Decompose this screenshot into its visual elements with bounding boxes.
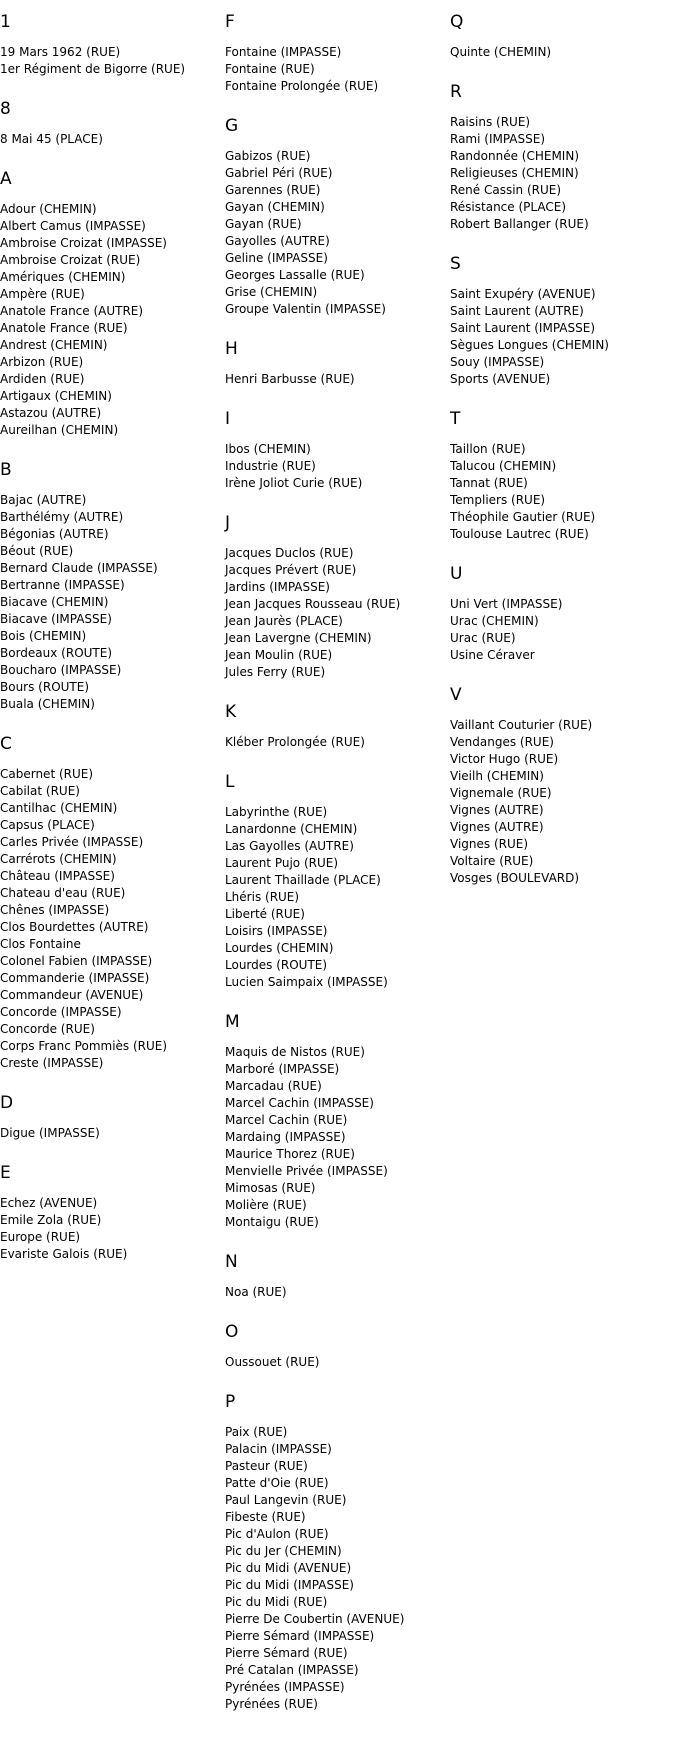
street-entry: Tannat (RUE): [450, 476, 528, 490]
street-entry: Gayan (CHEMIN): [225, 200, 325, 214]
street-entry: René Cassin (RUE): [450, 183, 562, 197]
street-entry: Anatole France (AUTRE): [0, 304, 144, 318]
street-entry: Digue (IMPASSE): [0, 1126, 100, 1140]
street-entry: Carles Privée (IMPASSE): [0, 835, 144, 849]
letter-heading: D: [0, 1093, 14, 1113]
street-entry: Pic du Jer (CHEMIN): [225, 1544, 342, 1558]
street-entry: Marcel Cachin (IMPASSE): [225, 1096, 374, 1110]
street-entry: Pré Catalan (IMPASSE): [225, 1663, 359, 1677]
street-entry: Talucou (CHEMIN): [450, 459, 557, 473]
section-spacer: [0, 1142, 185, 1163]
street-entry: Pierre Sémard (IMPASSE): [225, 1629, 375, 1643]
street-entry: Jean Lavergne (CHEMIN): [225, 631, 372, 645]
section-spacer: [225, 388, 404, 409]
street-entry: Las Gayolles (AUTRE): [225, 839, 354, 853]
section-spacer: [0, 439, 185, 460]
street-entry: Lanardonne (CHEMIN): [225, 822, 358, 836]
letter-section: [225, 513, 404, 681]
street-entry: Henri Barbusse (RUE): [225, 372, 355, 386]
street-entry: Buala (CHEMIN): [0, 697, 95, 711]
section-spacer: [225, 1301, 404, 1322]
street-entry: Grise (CHEMIN): [225, 285, 318, 299]
street-index-column-1: [0, 12, 185, 1263]
street-entry: Oussouet (RUE): [225, 1355, 320, 1369]
street-entry: Creste (IMPASSE): [0, 1056, 104, 1070]
street-entry: Saint Laurent (AUTRE): [450, 304, 584, 318]
letter-heading: T: [450, 409, 461, 429]
street-entry: Molière (RUE): [225, 1198, 307, 1212]
letter-heading: H: [225, 339, 238, 359]
street-entry: Randonnée (CHEMIN): [450, 149, 579, 163]
street-entry: Taillon (RUE): [450, 442, 526, 456]
street-entry: Saint Laurent (IMPASSE): [450, 321, 596, 335]
street-entry: Religieuses (CHEMIN): [450, 166, 579, 180]
letter-heading: S: [450, 254, 461, 274]
street-entry: 1er Régiment de Bigorre (RUE): [0, 62, 186, 76]
letter-section: [225, 12, 404, 95]
street-entry: Noa (RUE): [225, 1285, 287, 1299]
street-entry: Chateau d'eau (RUE): [0, 886, 126, 900]
street-entry: Cabernet (RUE): [0, 767, 94, 781]
street-entry: Patte d'Oie (RUE): [225, 1476, 329, 1490]
street-entry: Pic d'Aulon (RUE): [225, 1527, 329, 1541]
street-entry: Sègues Longues (CHEMIN): [450, 338, 609, 352]
letter-heading: L: [225, 772, 235, 792]
street-entry: Ardiden (RUE): [0, 372, 85, 386]
street-entry: Laurent Pujo (RUE): [225, 856, 339, 870]
letter-section: [450, 12, 609, 61]
street-entry: Geline (IMPASSE): [225, 251, 328, 265]
letter-heading: R: [450, 82, 462, 102]
street-entry: Robert Ballanger (RUE): [450, 217, 589, 231]
street-entry: Groupe Valentin (IMPASSE): [225, 302, 386, 316]
letter-heading: N: [225, 1252, 238, 1272]
letter-heading: Q: [450, 12, 464, 32]
letter-heading: F: [225, 12, 235, 32]
street-entry: Jean Moulin (RUE): [225, 648, 333, 662]
street-entry: Pic du Midi (RUE): [225, 1595, 328, 1609]
street-entry: Ibos (CHEMIN): [225, 442, 311, 456]
street-entry: Garennes (RUE): [225, 183, 321, 197]
street-entry: Labyrinthe (RUE): [225, 805, 328, 819]
letter-section: [0, 734, 185, 1072]
street-entry: Templiers (RUE): [450, 493, 546, 507]
section-spacer: [225, 318, 404, 339]
letter-heading: V: [450, 685, 462, 705]
street-entry: Amériques (CHEMIN): [0, 270, 126, 284]
street-entry: Echez (AVENUE): [0, 1196, 98, 1210]
street-entry: Urac (CHEMIN): [450, 614, 539, 628]
section-spacer: [225, 991, 404, 1012]
letter-heading: E: [0, 1163, 11, 1183]
street-entry: Pierre De Coubertin (AVENUE): [225, 1612, 405, 1626]
street-entry: Bégonias (AUTRE): [0, 527, 109, 541]
street-entry: Maurice Thorez (RUE): [225, 1147, 355, 1161]
street-entry: Gayolles (AUTRE): [225, 234, 330, 248]
section-spacer: [450, 664, 609, 685]
street-entry: Bordeaux (ROUTE): [0, 646, 113, 660]
letter-section: [0, 169, 185, 439]
street-entry: Paix (RUE): [225, 1425, 288, 1439]
street-entry: Albert Camus (IMPASSE): [0, 219, 146, 233]
street-entry: Clos Fontaine: [0, 937, 81, 951]
letter-heading: M: [225, 1012, 240, 1032]
street-entry: Béout (RUE): [0, 544, 74, 558]
street-entry: Vignes (AUTRE): [450, 803, 544, 817]
section-spacer: [225, 492, 404, 513]
street-entry: Quinte (CHEMIN): [450, 45, 552, 59]
street-entry: Bertranne (IMPASSE): [0, 578, 125, 592]
street-entry: Capsus (PLACE): [0, 818, 95, 832]
street-entry: Andrest (CHEMIN): [0, 338, 108, 352]
letter-heading: P: [225, 1392, 236, 1412]
letter-section: [225, 116, 404, 318]
street-entry: Résistance (PLACE): [450, 200, 566, 214]
street-entry: Evariste Galois (RUE): [0, 1247, 128, 1261]
section-spacer: [225, 681, 404, 702]
letter-section: [225, 1012, 404, 1231]
street-entry: Carrérots (CHEMIN): [0, 852, 117, 866]
street-index-column-2: [225, 12, 404, 1713]
street-entry: Gabriel Péri (RUE): [225, 166, 333, 180]
letter-section: [225, 702, 404, 751]
street-entry: Concorde (IMPASSE): [0, 1005, 122, 1019]
letter-section: [450, 409, 609, 543]
section-spacer: [0, 78, 185, 99]
letter-section: [0, 12, 185, 78]
street-entry: Mimosas (RUE): [225, 1181, 316, 1195]
letter-section: [225, 772, 404, 991]
street-entry: Jacques Prévert (RUE): [225, 563, 357, 577]
street-entry: Fontaine (IMPASSE): [225, 45, 342, 59]
street-entry: Ambroise Croizat (IMPASSE): [0, 236, 167, 250]
street-entry: Ampère (RUE): [0, 287, 85, 301]
street-entry: Loisirs (IMPASSE): [225, 924, 328, 938]
street-entry: Europe (RUE): [0, 1230, 81, 1244]
street-entry: Victor Hugo (RUE): [450, 752, 559, 766]
section-spacer: [0, 148, 185, 169]
street-entry: Vignemale (RUE): [450, 786, 552, 800]
section-spacer: [450, 543, 609, 564]
street-entry: Georges Lassalle (RUE): [225, 268, 365, 282]
street-entry: Fontaine Prolongée (RUE): [225, 79, 379, 93]
street-entry: Pic du Midi (IMPASSE): [225, 1578, 354, 1592]
street-entry: Théophile Gautier (RUE): [450, 510, 596, 524]
street-entry: Arbizon (RUE): [0, 355, 84, 369]
street-entry: Jacques Duclos (RUE): [225, 546, 354, 560]
street-entry: 19 Mars 1962 (RUE): [0, 45, 121, 59]
letter-heading: O: [225, 1322, 239, 1342]
street-entry: Anatole France (RUE): [0, 321, 128, 335]
street-entry: Laurent Thaillade (PLACE): [225, 873, 381, 887]
letter-section: [225, 409, 404, 492]
street-entry: Boucharo (IMPASSE): [0, 663, 122, 677]
street-entry: Lhéris (RUE): [225, 890, 300, 904]
letter-heading: C: [0, 734, 12, 754]
street-entry: Fibeste (RUE): [225, 1510, 306, 1524]
street-entry: Gabizos (RUE): [225, 149, 311, 163]
section-spacer: [225, 1231, 404, 1252]
street-entry: Cabilat (RUE): [0, 784, 80, 798]
street-entry: Jardins (IMPASSE): [225, 580, 330, 594]
street-entry: Usine Céraver: [450, 648, 535, 662]
street-entry: Lourdes (ROUTE): [225, 958, 328, 972]
street-entry: Irène Joliot Curie (RUE): [225, 476, 363, 490]
street-entry: 8 Mai 45 (PLACE): [0, 132, 103, 146]
street-entry: Vendanges (RUE): [450, 735, 554, 749]
letter-section: [0, 1163, 185, 1263]
street-entry: Pic du Midi (AVENUE): [225, 1561, 352, 1575]
street-entry: Bernard Claude (IMPASSE): [0, 561, 158, 575]
letter-heading: 1: [0, 12, 11, 32]
letter-heading: U: [450, 564, 463, 584]
street-entry: Paul Langevin (RUE): [225, 1493, 347, 1507]
street-entry: Emile Zola (RUE): [0, 1213, 102, 1227]
street-entry: Biacave (IMPASSE): [0, 612, 112, 626]
letter-section: [0, 99, 185, 148]
street-entry: Cantilhac (CHEMIN): [0, 801, 118, 815]
street-entry: Artigaux (CHEMIN): [0, 389, 112, 403]
letter-section: [450, 685, 609, 887]
street-entry: Sports (AVENUE): [450, 372, 551, 386]
street-entry: Commandeur (AVENUE): [0, 988, 144, 1002]
street-entry: Clos Bourdettes (AUTRE): [0, 920, 149, 934]
street-entry: Fontaine (RUE): [225, 62, 315, 76]
street-entry: Château (IMPASSE): [0, 869, 115, 883]
street-entry: Industrie (RUE): [225, 459, 316, 473]
letter-heading: A: [0, 169, 12, 189]
letter-section: [450, 564, 609, 664]
street-entry: Ambroise Croizat (RUE): [0, 253, 141, 267]
street-entry: Palacin (IMPASSE): [225, 1442, 332, 1456]
letter-heading: J: [225, 513, 231, 533]
street-entry: Marboré (IMPASSE): [225, 1062, 340, 1076]
letter-heading: K: [225, 702, 237, 722]
street-entry: Vosges (BOULEVARD): [450, 871, 580, 885]
street-entry: Liberté (RUE): [225, 907, 305, 921]
street-entry: Jean Jaurès (PLACE): [225, 614, 343, 628]
street-entry: Bours (ROUTE): [0, 680, 90, 694]
section-spacer: [0, 1072, 185, 1093]
street-entry: Pyrénées (IMPASSE): [225, 1680, 345, 1694]
street-entry: Rami (IMPASSE): [450, 132, 546, 146]
letter-heading: B: [0, 460, 12, 480]
street-entry: Biacave (CHEMIN): [0, 595, 109, 609]
street-entry: Astazou (AUTRE): [0, 406, 102, 420]
section-spacer: [225, 1371, 404, 1392]
street-entry: Voltaire (RUE): [450, 854, 534, 868]
street-entry: Saint Exupéry (AVENUE): [450, 287, 596, 301]
street-entry: Kléber Prolongée (RUE): [225, 735, 365, 749]
letter-section: [0, 460, 185, 713]
street-entry: Bajac (AUTRE): [0, 493, 87, 507]
street-entry: Lourdes (CHEMIN): [225, 941, 334, 955]
street-entry: Toulouse Lautrec (RUE): [450, 527, 589, 541]
street-entry: Gayan (RUE): [225, 217, 302, 231]
street-entry: Jean Jacques Rousseau (RUE): [225, 597, 401, 611]
street-entry: Pasteur (RUE): [225, 1459, 308, 1473]
street-entry: Souy (IMPASSE): [450, 355, 545, 369]
street-entry: Concorde (RUE): [0, 1022, 95, 1036]
street-entry: Vaillant Couturier (RUE): [450, 718, 593, 732]
street-entry: Aureilhan (CHEMIN): [0, 423, 119, 437]
street-entry: Raisins (RUE): [450, 115, 531, 129]
street-index-column-3: [450, 12, 609, 887]
letter-heading: G: [225, 116, 239, 136]
street-entry: Menvielle Privée (IMPASSE): [225, 1164, 388, 1178]
street-entry: Chênes (IMPASSE): [0, 903, 110, 917]
street-entry: Bois (CHEMIN): [0, 629, 87, 643]
letter-section: [225, 1322, 404, 1371]
section-spacer: [225, 751, 404, 772]
street-entry: Pyrénées (RUE): [225, 1697, 318, 1711]
street-entry: Maquis de Nistos (RUE): [225, 1045, 365, 1059]
section-spacer: [450, 388, 609, 409]
street-entry: Commanderie (IMPASSE): [0, 971, 150, 985]
section-spacer: [450, 61, 609, 82]
letter-section: [0, 1093, 185, 1142]
street-entry: Vignes (AUTRE): [450, 820, 544, 834]
letter-section: [225, 1252, 404, 1301]
street-entry: Corps Franc Pommiès (RUE): [0, 1039, 168, 1053]
letter-section: [225, 339, 404, 388]
letter-heading: I: [225, 409, 231, 429]
street-entry: Colonel Fabien (IMPASSE): [0, 954, 153, 968]
letter-section: [450, 82, 609, 233]
street-entry: Barthélémy (AUTRE): [0, 510, 124, 524]
street-entry: Uni Vert (IMPASSE): [450, 597, 563, 611]
street-entry: Urac (RUE): [450, 631, 516, 645]
street-entry: Pierre Sémard (RUE): [225, 1646, 348, 1660]
street-entry: Jules Ferry (RUE): [225, 665, 326, 679]
section-spacer: [450, 233, 609, 254]
street-entry: Lucien Saimpaix (IMPASSE): [225, 975, 388, 989]
letter-heading: 8: [0, 99, 11, 119]
section-spacer: [0, 713, 185, 734]
section-spacer: [225, 95, 404, 116]
letter-section: [450, 254, 609, 388]
street-entry: Adour (CHEMIN): [0, 202, 97, 216]
street-entry: Mardaing (IMPASSE): [225, 1130, 346, 1144]
street-entry: Marcel Cachin (RUE): [225, 1113, 348, 1127]
street-entry: Marcadau (RUE): [225, 1079, 322, 1093]
street-entry: Vieilh (CHEMIN): [450, 769, 544, 783]
street-entry: Montaigu (RUE): [225, 1215, 319, 1229]
street-entry: Vignes (RUE): [450, 837, 529, 851]
letter-section: [225, 1392, 404, 1713]
